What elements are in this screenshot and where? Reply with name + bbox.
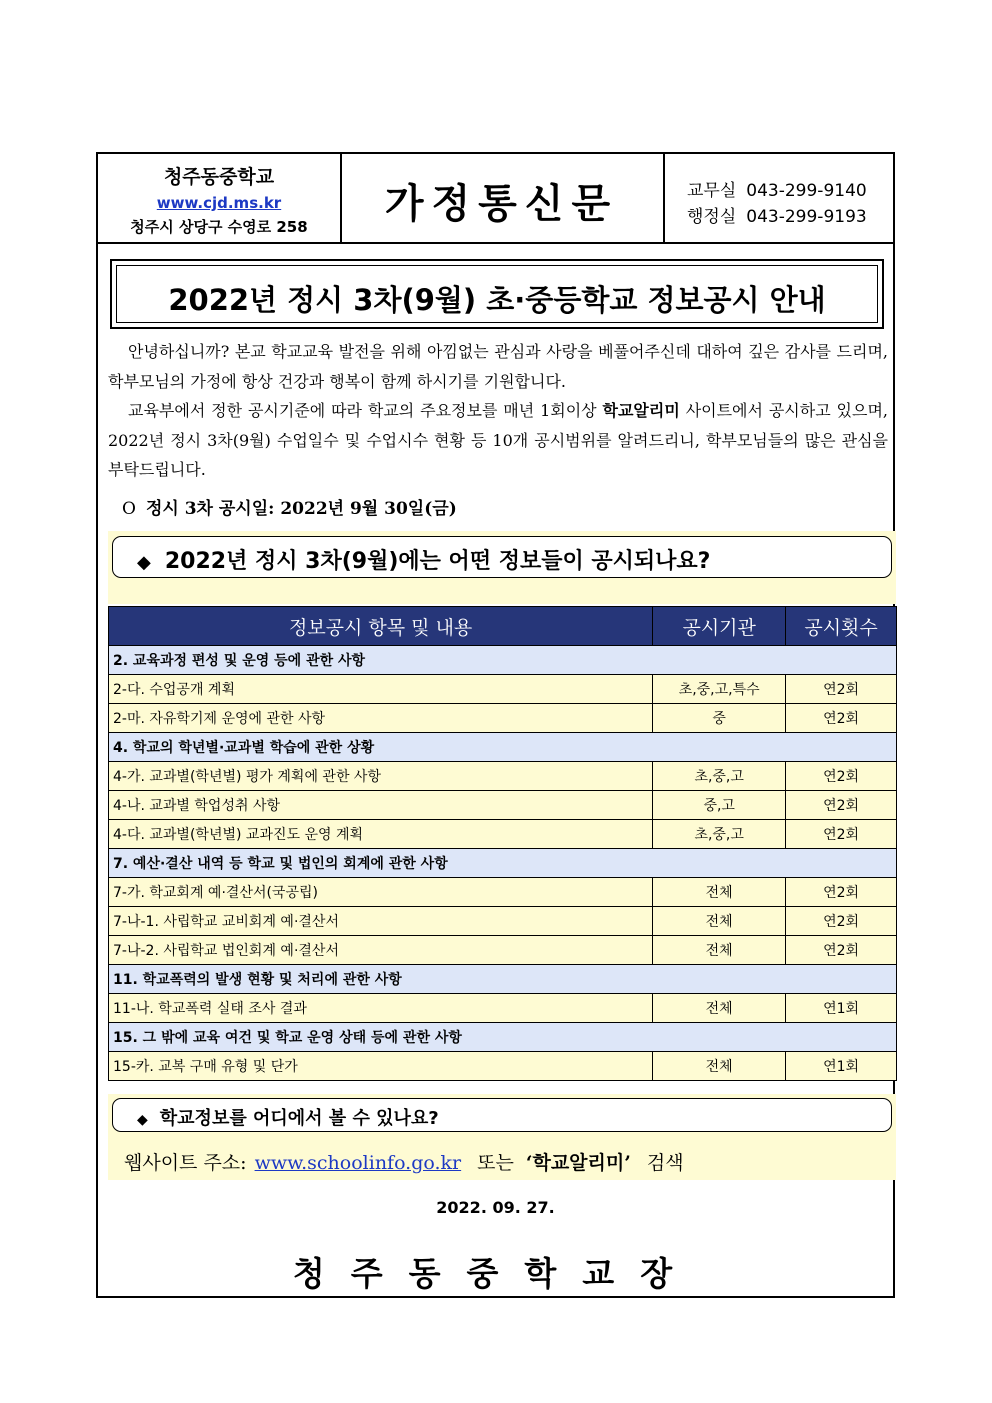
item-cell: 7-나-2. 사립학교 법인회계 예·결산서 [109,936,653,965]
section-title: 2. 교육과정 편성 및 운영 등에 관한 사항 [109,646,897,675]
item-cell: 2-마. 자유학기제 운영에 관한 사항 [109,704,653,733]
agency-cell: 전체 [653,1052,786,1081]
section-title: 11. 학교폭력의 발생 현황 및 처리에 관한 사항 [109,965,897,994]
newsletter-title: 가정통신문 [384,181,619,227]
item-cell: 4-다. 교과별(학년별) 교과진도 운영 계획 [109,820,653,849]
newsletter-title-cell [340,154,665,242]
question-line [137,544,710,575]
section-title: 15. 그 밖에 교육 여건 및 학교 운영 상태 등에 관한 사항 [109,1023,897,1052]
agency-cell: 전체 [653,907,786,936]
agency-cell: 전체 [653,878,786,907]
agency-cell: 중 [653,704,786,733]
disclosure-table [108,606,897,1081]
table-row [109,936,897,965]
where-box [112,1098,892,1132]
column-header-frequency: 공시횟수 [786,607,897,646]
or-text: 또는 [477,1152,514,1174]
section-title: 4. 학교의 학년별·교과별 학습에 관한 상황 [109,733,897,762]
school-address: 청주시 상당구 수영로 258 [130,218,308,236]
item-cell: 15-카. 교복 구매 유형 및 단가 [109,1052,653,1081]
table-row [109,675,897,704]
frequency-cell: 연2회 [786,878,897,907]
website-line [124,1148,684,1175]
frequency-cell: 연2회 [786,820,897,849]
item-cell: 7-나-1. 사립학교 교비회계 예·결산서 [109,907,653,936]
table-body [109,646,897,1081]
frequency-cell: 연2회 [786,907,897,936]
agency-cell: 전체 [653,994,786,1023]
phone-academic [687,176,867,201]
phone-number: 043-299-9140 [746,181,867,201]
intro-text [108,337,888,485]
table-header-row [109,607,897,646]
main-title: 2022년 정시 3차(9월) 초·중등학교 정보공시 안내 [168,283,826,317]
table-row [109,907,897,936]
phone-admin [687,202,867,227]
frequency-cell: 연2회 [786,704,897,733]
agency-cell: 중,고 [653,791,786,820]
agency-cell: 초,중,고 [653,762,786,791]
principal-signature: 청주동중학교장 [292,1254,699,1293]
school-info [98,154,342,242]
title-box [110,259,884,329]
table-row [109,704,897,733]
frequency-cell: 연1회 [786,1052,897,1081]
diamond-icon: ◆ [137,1112,148,1128]
table-row [109,878,897,907]
circle-marker: O [122,499,136,519]
item-cell: 4-나. 교과별 학업성취 사항 [109,791,653,820]
document-frame [96,152,895,1298]
table-section-row [109,965,897,994]
publication-date [122,494,457,519]
intro-paragraph-1: 안녕하십니까? 본교 학교교육 발전을 위해 아낌없는 관심과 사랑을 베풀어주신데 대하여 깊은 감사를 드리며, 학부모님의 가정에 항상 건강과 행복이 함께 하시기를 기원합니다. [108,342,888,391]
publication-date-text: 정시 3차 공시일: 2022년 9월 30일(금) [145,499,457,519]
table-row [109,820,897,849]
schoolinfo-link[interactable]: www.schoolinfo.go.kr [254,1152,462,1174]
table-row [109,994,897,1023]
phone-label: 교무실 [687,181,737,201]
table-section-row [109,733,897,762]
intro-paragraph-2 [108,396,888,485]
school-url-link[interactable]: www.cjd.ms.kr [156,194,282,212]
table-section-row [109,849,897,878]
column-header-item: 정보공시 항목 및 내용 [109,607,653,646]
item-cell: 11-나. 학교폭력 실태 조사 결과 [109,994,653,1023]
frequency-cell: 연2회 [786,936,897,965]
issue-date: 2022. 09. 27. [436,1198,555,1217]
question-box [112,536,892,578]
contact-info [665,154,893,242]
agency-cell: 전체 [653,936,786,965]
phone-number: 043-299-9193 [746,207,867,227]
school-name: 청주동중학교 [163,166,275,188]
frequency-cell: 연2회 [786,675,897,704]
question-text: 2022년 정시 3차(9월)에는 어떤 정보들이 공시되나요? [164,549,711,574]
table-row [109,762,897,791]
column-header-agency: 공시기관 [653,607,786,646]
diamond-icon: ◆ [137,552,151,573]
table-section-row [109,646,897,675]
website-label: 웹사이트 주소: [124,1152,247,1174]
section-title: 7. 예산·결산 내역 등 학교 및 법인의 회계에 관한 사항 [109,849,897,878]
frequency-cell: 연2회 [786,762,897,791]
agency-cell: 초,중,고,특수 [653,675,786,704]
search-keyword: ‘학교알리미’ [525,1152,631,1174]
schoolinfo-emphasis: 학교알리미 [602,401,680,420]
frequency-cell: 연1회 [786,994,897,1023]
item-cell: 7-가. 학교회계 예·결산서(국공립) [109,878,653,907]
search-text: 검색 [646,1152,684,1174]
where-line [137,1104,439,1130]
table-section-row [109,1023,897,1052]
agency-cell: 초,중,고 [653,820,786,849]
phone-label: 행정실 [687,207,737,227]
item-cell: 2-다. 수업공개 계획 [109,675,653,704]
item-cell: 4-가. 교과별(학년별) 평가 계획에 관한 사항 [109,762,653,791]
where-text: 학교정보를 어디에서 볼 수 있나요? [159,1108,439,1129]
table-row [109,1052,897,1081]
table-row [109,791,897,820]
title-box-inner [116,265,878,323]
paragraph-text: 교육부에서 정한 공시기준에 따라 학교의 주요정보를 매년 1회이상 [128,401,597,420]
paragraph-text: 사이트에서 공시하고 있으며, 2022년 정시 3차(9월) 수업일수 및 수업시수 현황 등 10개 공시범위를 알려드리니, 학부모님들의 많은 관심을 부탁드립니다. [108,401,888,479]
frequency-cell: 연2회 [786,791,897,820]
header [98,154,893,244]
